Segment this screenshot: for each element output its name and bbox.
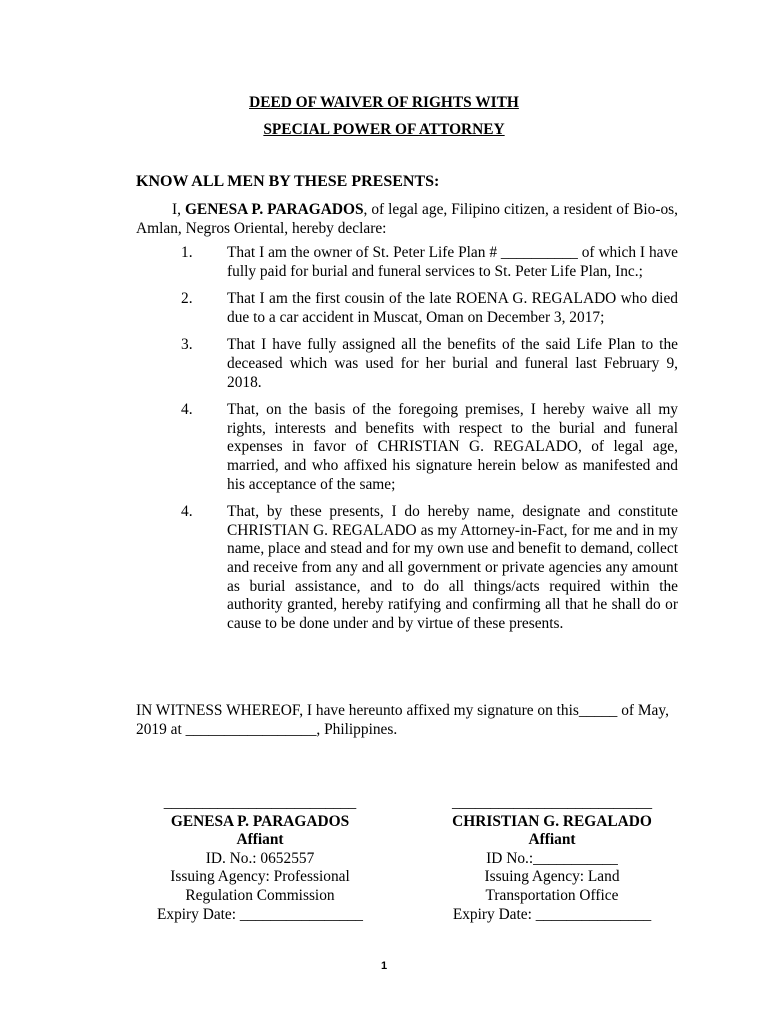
know-all-men-heading: KNOW ALL MEN BY THESE PRESENTS: — [136, 173, 440, 190]
intro-text: , of legal age, Filipino citizen, a resident of Bio-os, Amlan, Negros Oriental, hereby declare: — [136, 201, 678, 237]
item-text: That I have fully assigned all the benefits of the said Life Plan to the deceased which was used for her burial and funeral last February 9, 2018. — [227, 336, 678, 391]
document-title-line-2: SPECIAL POWER OF ATTORNEY — [263, 121, 505, 138]
signatory-role: Affiant — [528, 831, 576, 849]
declaration-item — [136, 503, 678, 633]
item-number: 2. — [181, 290, 193, 308]
intro-prefix: I, — [172, 201, 185, 218]
item-text: That I am the owner of St. Peter Life Plan # __________ of which I have fully paid for burial and funeral services to St. Peter Life Plan, Inc.; — [227, 244, 678, 280]
declaration-item — [136, 244, 678, 281]
signatory-name: GENESA P. PARAGADOS — [170, 812, 350, 830]
item-number: 3. — [181, 336, 193, 354]
item-number: 4. — [181, 503, 193, 521]
declaration-item — [136, 401, 678, 494]
item-text: That I am the first cousin of the late ROENA G. REGALADO who died due to a car accident in Muscat, Oman on December 3, 2017; — [227, 290, 678, 326]
witness-paragraph: IN WITNESS WHEREOF, I have hereunto affixed my signature on this_____ of May, 2019 at _________________, Philippines. — [136, 702, 669, 738]
signature-block-christian — [420, 794, 684, 924]
signatory-agency-line2: Transportation Office — [485, 886, 619, 904]
signatory-id: ID No.:___________ — [486, 849, 618, 867]
declaration-item — [136, 290, 678, 327]
intro-affiant-name: GENESA P. PARAGADOS — [184, 201, 364, 218]
item-number: 4. — [181, 401, 193, 419]
declaration-item — [136, 336, 678, 392]
signatory-role: Affiant — [236, 831, 284, 849]
signature-line: _________________________ — [163, 794, 357, 811]
signatory-agency-line1: Issuing Agency: Land — [484, 868, 620, 886]
item-text: That, by these presents, I do hereby name, designate and constitute CHRISTIAN G. REGALADO as my Attorney-in-Fact, for me and in my name, place and stead and for my own use and benefit to demand, collect and receive from any and all government or private agencies any amount as burial assistance, and to do all things/acts required within the authority granted, hereby ratifying and confirming all that he shall do or cause to be done under and by virtue of these presents. — [227, 503, 678, 632]
signatory-expiry: Expiry Date: ________________ — [156, 905, 364, 923]
signatory-agency-line2: Regulation Commission — [185, 886, 335, 904]
signatory-name: CHRISTIAN G. REGALADO — [452, 812, 652, 830]
page-number: 1 — [380, 960, 388, 972]
intro-paragraph — [136, 201, 678, 238]
declaration-list — [136, 244, 678, 642]
signatory-agency-line1: Issuing Agency: Professional — [170, 868, 350, 886]
document-title-line-1: DEED OF WAIVER OF RIGHTS WITH — [249, 94, 519, 111]
item-text: That, on the basis of the foregoing premises, I hereby waive all my rights, interests and benefits with respect to the burial and funeral expenses in favor of CHRISTIAN G. REGALADO, of legal age, married, and who affixed his signature herein below as manifested and his acceptance of the same; — [227, 401, 678, 493]
signatory-id: ID. No.: 0652557 — [205, 849, 315, 867]
signature-line: __________________________ — [451, 794, 653, 811]
item-number: 1. — [181, 244, 193, 261]
signature-block-genesa — [136, 794, 384, 924]
signatory-expiry: Expiry Date: _______________ — [452, 905, 652, 923]
